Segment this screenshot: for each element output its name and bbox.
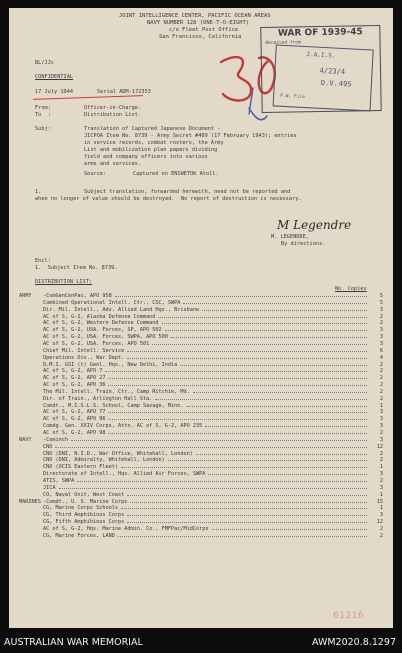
distribution-recipient: CNO (DNI, Admiralty, Whitehall, London) [43, 457, 165, 464]
distribution-row [43, 423, 383, 429]
leader-dots [127, 358, 367, 359]
source-label: Source: [84, 171, 107, 177]
footer-institution: AUSTRALIAN WAR MEMORIAL [4, 637, 143, 648]
distribution-recipient: CG, Fifth Amphibious Corps [43, 519, 125, 526]
distribution-copies: 2 [379, 375, 383, 382]
distribution-recipient: AC of S, G-2, Western Defense Command [43, 320, 159, 327]
leader-dots [127, 351, 367, 352]
leader-dots [187, 406, 367, 407]
subject-line: Translation of Captured Japanese Document - [84, 126, 221, 132]
distribution-copies: 2 [379, 361, 383, 368]
distribution-copies: 2 [379, 313, 383, 320]
classification: CONFIDENTIAL [35, 74, 74, 80]
distribution-row [43, 505, 383, 511]
red-underline [33, 95, 143, 100]
distribution-row [43, 314, 383, 320]
leader-dots [205, 426, 367, 427]
leader-dots [130, 502, 367, 503]
distribution-row [43, 300, 383, 306]
distribution-row [43, 403, 383, 409]
leader-dots [127, 495, 367, 496]
subject-line: field and company officers into various [84, 154, 208, 160]
distribution-copies: 4 [379, 354, 383, 361]
serial-number: Serial ADM-172353 [97, 89, 151, 95]
distribution-copies: 3 [379, 484, 383, 491]
distribution-copies: 2 [379, 532, 383, 539]
footer-accession: AWM2020.8.1297 [311, 637, 396, 648]
distribution-copies: 2 [379, 457, 383, 464]
distribution-row [43, 362, 383, 368]
leader-dots [55, 447, 367, 448]
distribution-row [43, 382, 383, 388]
distribution-copies: 3 [379, 409, 383, 416]
enclosure-item: 1. Subject Item No. 8739. [35, 265, 118, 271]
distribution-recipient: AC of S, G-2, APO 77 [43, 409, 106, 416]
distribution-recipient: CG, Third Amphibious Corps [43, 512, 125, 519]
distribution-copies: 1 [379, 464, 383, 471]
distribution-recipient: Comdt., M.I.S.L.S. School, Camp Savage, Minn. [43, 402, 184, 409]
distribution-copies: 2 [379, 450, 383, 457]
distribution-row [43, 348, 383, 354]
distribution-copies: 3 [379, 423, 383, 430]
signature: M Legendre [277, 218, 352, 232]
leader-dots [108, 433, 367, 434]
from-value: Officer-in-Charge. [84, 105, 142, 111]
distribution-row [43, 492, 383, 498]
distribution-copies: 3 [379, 340, 383, 347]
distribution-recipient: AC of S, G-2, Hqs. Marine Admin. Co., FMFPac/MidCorps [43, 525, 209, 532]
paragraph-number: 1. [35, 189, 42, 195]
distribution-copies: 3 [379, 306, 383, 313]
enclosure-label: Encl: [35, 258, 51, 264]
distribution-row [43, 464, 383, 470]
stamp-received: Received from [265, 40, 301, 46]
distribution-recipient: CNO (OCIS Eastern Fleet) [43, 464, 118, 471]
distribution-copies: 5 [379, 293, 383, 299]
distribution-row [19, 498, 383, 505]
jais-stamp [273, 44, 374, 111]
distribution-recipient: AC of S, G-2, Alaska Defense Command [43, 313, 156, 320]
leader-dots [193, 392, 367, 393]
distribution-recipient: Combined Operational Intell. Ctr., CSC, SWPA [43, 299, 181, 306]
distribution-recipient: AC of S, G-2, USA. Forces, APO 501 [43, 340, 150, 347]
stamp-inner-2: 4/23/4 [319, 66, 346, 77]
stamp-inner-5: P.W. File [280, 93, 306, 101]
distribution-recipient: Chief Mil. Intell. Service [43, 347, 125, 354]
distribution-recipient: CO, Naval Unit, West Coast [43, 491, 125, 498]
distribution-recipient: AC of S, G-2, USA. Forces, SP, APO 502 [43, 327, 162, 334]
to-label: To : [35, 112, 51, 118]
reference-code: BL/JJc [35, 60, 55, 66]
distribution-copies: 1 [379, 402, 383, 409]
org-line-4: San Francisco, California [159, 34, 242, 40]
distribution-copies: 5 [379, 299, 383, 306]
distribution-row [43, 533, 383, 539]
distribution-row [43, 409, 383, 415]
signer-title: By directions. [281, 241, 326, 247]
subject-line: JICPOA Item No. 8739 - Army Secret #409 (17 February 1943); entries [84, 133, 297, 139]
stamp-inner-4: 495 [338, 79, 352, 89]
distribution-recipient: CG, Marine Corps Schools [43, 505, 118, 512]
leader-dots [158, 317, 367, 318]
distribution-copies: 2 [379, 477, 383, 484]
source-value: Captured on ENIWETOK Atoll. [133, 171, 219, 177]
distribution-row [43, 451, 383, 457]
distribution-row [19, 436, 383, 443]
org-line-1: JOINT INTELLIGENCE CENTER, PACIFIC OCEAN AREAS [119, 13, 271, 19]
leader-dots [168, 460, 367, 461]
distribution-row [43, 416, 383, 422]
distribution-row [19, 293, 383, 299]
leader-dots [202, 310, 367, 311]
distribution-group: NAVY [19, 436, 32, 443]
stamp-inner-3: D.V. [320, 78, 339, 88]
distribution-copies: 3 [379, 512, 383, 519]
leader-dots [59, 488, 368, 489]
distribution-copies: 1 [379, 491, 383, 498]
distribution-copies: 1 [379, 505, 383, 512]
from-label: From: [35, 105, 51, 111]
leader-dots [71, 440, 367, 441]
distribution-copies: 15 [376, 498, 383, 505]
distribution-copies: 3 [379, 334, 383, 341]
distribution-row [43, 471, 383, 477]
distribution-row [43, 444, 383, 450]
distribution-recipient: CG, Marine Forces, LAND [43, 532, 115, 539]
to-value: Distribution List. [84, 112, 142, 118]
distribution-recipient: JICA [43, 484, 56, 491]
distribution-row [43, 457, 383, 463]
leader-dots [183, 303, 367, 304]
leader-dots [208, 474, 367, 475]
leader-dots [108, 378, 367, 379]
distribution-copies: 2 [379, 368, 383, 375]
leader-dots [108, 419, 367, 420]
leader-dots [108, 412, 367, 413]
leader-dots [171, 337, 367, 338]
subject-line: in service records, combat rosters, the Army [84, 140, 224, 146]
leader-dots [155, 399, 367, 400]
distribution-recipient: Dir. of Train., Arlington Hall Sta. [43, 395, 153, 402]
org-line-2: NAVY NUMBER 128 (ONE-T-O-EIGHT) [147, 20, 250, 26]
signer-name: M. LEGENDRE, [271, 234, 310, 240]
distribution-copies: 2 [379, 388, 383, 395]
distribution-copies: 2 [379, 320, 383, 327]
subject-line: arms and services. [84, 161, 142, 167]
distribution-row [43, 368, 383, 374]
distribution-row [43, 341, 383, 347]
archive-number: 61216 [333, 611, 365, 621]
distribution-row [43, 519, 383, 525]
distribution-copies: 2 [379, 395, 383, 402]
leader-dots [127, 515, 367, 516]
distribution-recipient: ATIS, SWPA [43, 477, 75, 484]
leader-dots [180, 365, 367, 366]
distribution-recipient: AC of S, G-2, USA. Forces, SWPA, APO 500 [43, 334, 168, 341]
leader-dots [118, 536, 367, 537]
distribution-recipient: AC of S, G-2, APO 96 [43, 416, 106, 423]
leader-dots [196, 454, 367, 455]
distribution-copies: 6 [379, 347, 383, 354]
distribution-copies: 3 [379, 436, 383, 443]
distribution-copies: 3 [379, 416, 383, 423]
leader-dots [77, 481, 367, 482]
document-page [9, 8, 393, 628]
distribution-title: DISTRIBUTION LIST: [35, 279, 93, 285]
org-line-3: c/o Fleet Post Office [169, 27, 239, 33]
distribution-recipient: CNO (DNI, N.I.D., War Office, Whitehall, London) [43, 450, 193, 457]
distribution-recipient: AC of S, G-2, APO 27 [43, 375, 106, 382]
distribution-copies: 12 [376, 443, 383, 450]
distribution-row [43, 355, 383, 361]
document-date: 17 July 1944 [35, 89, 74, 95]
distribution-recipient: -Cominch [43, 436, 68, 443]
distribution-group: MARINES [19, 498, 41, 505]
distribution-recipient: AC of S, G-2, APO 7 [43, 368, 103, 375]
distribution-recipient: Directorate of Intell., Hqs. Allied Air Forces, SWPA [43, 471, 206, 478]
paragraph-line: Subject translation, forwarded herewith, need not be reported and [84, 189, 291, 195]
leader-dots [212, 529, 367, 530]
distribution-recipient: CNO [43, 443, 53, 450]
distribution-row [43, 485, 383, 491]
leader-dots [127, 522, 367, 523]
distribution-row [43, 320, 383, 326]
distribution-recipient: AC of S, G-2, APO 98 [43, 430, 106, 436]
distribution-copies: 12 [376, 519, 383, 526]
leader-dots [121, 508, 367, 509]
distribution-row [43, 478, 383, 484]
distribution-row [43, 396, 383, 402]
subject-line: List and mobilization plan papers dividing [84, 147, 218, 153]
distribution-copies: 2 [379, 382, 383, 389]
distribution-row [43, 307, 383, 313]
distribution-row [43, 512, 383, 518]
distribution-row [43, 327, 383, 333]
distribution-copies: 2 [379, 525, 383, 532]
distribution-row [43, 334, 383, 340]
distribution-row [43, 526, 383, 532]
leader-dots [121, 467, 367, 468]
distribution-group: ARMY [19, 293, 32, 299]
distribution-copies: 3 [379, 471, 383, 478]
distribution-recipient: Operations Div., War Dept. [43, 354, 125, 361]
distribution-recipient: -Comdt., U. S. Marine Corps [43, 498, 128, 505]
distribution-copies: 2 [379, 430, 383, 436]
leader-dots [108, 385, 367, 386]
distribution-recipient: -ComGenCenPac, APO 958 [43, 293, 112, 299]
distribution-recipient: Dir. Mil. Intell., Adv. Allied Land Hqs., Brisbane [43, 306, 200, 313]
copies-header: No. Copies [335, 286, 367, 292]
distribution-recipient: D.M.I. GSI (t) Genl. Hqs., New Delhi, India [43, 361, 178, 368]
leader-dots [115, 296, 367, 297]
leader-dots [152, 344, 367, 345]
paragraph-line: when no longer of value should be destroyed. No report of destruction is necessary. [35, 196, 302, 202]
distribution-recipient: Comdg. Gen. XXIV Corps, Attn. AC of S, G-2, APO 235 [43, 423, 203, 430]
leader-dots [162, 323, 367, 324]
subject-label: Subj: [35, 126, 51, 132]
leader-dots [165, 330, 367, 331]
stamp-inner-1: J.A.I.S. [306, 51, 336, 60]
distribution-row [43, 389, 383, 395]
distribution-copies: 3 [379, 327, 383, 334]
distribution-row [43, 430, 383, 436]
leader-dots [105, 371, 367, 372]
distribution-row [43, 375, 383, 381]
distribution-recipient: The Mil. Intell. Train. Ctr., Camp Ritchie, Md. [43, 388, 190, 395]
stamp-title: WAR OF 1939-45 [277, 27, 363, 39]
distribution-recipient: AC of S, G-2, APO 36 [43, 382, 106, 389]
war-stamp [260, 25, 381, 113]
